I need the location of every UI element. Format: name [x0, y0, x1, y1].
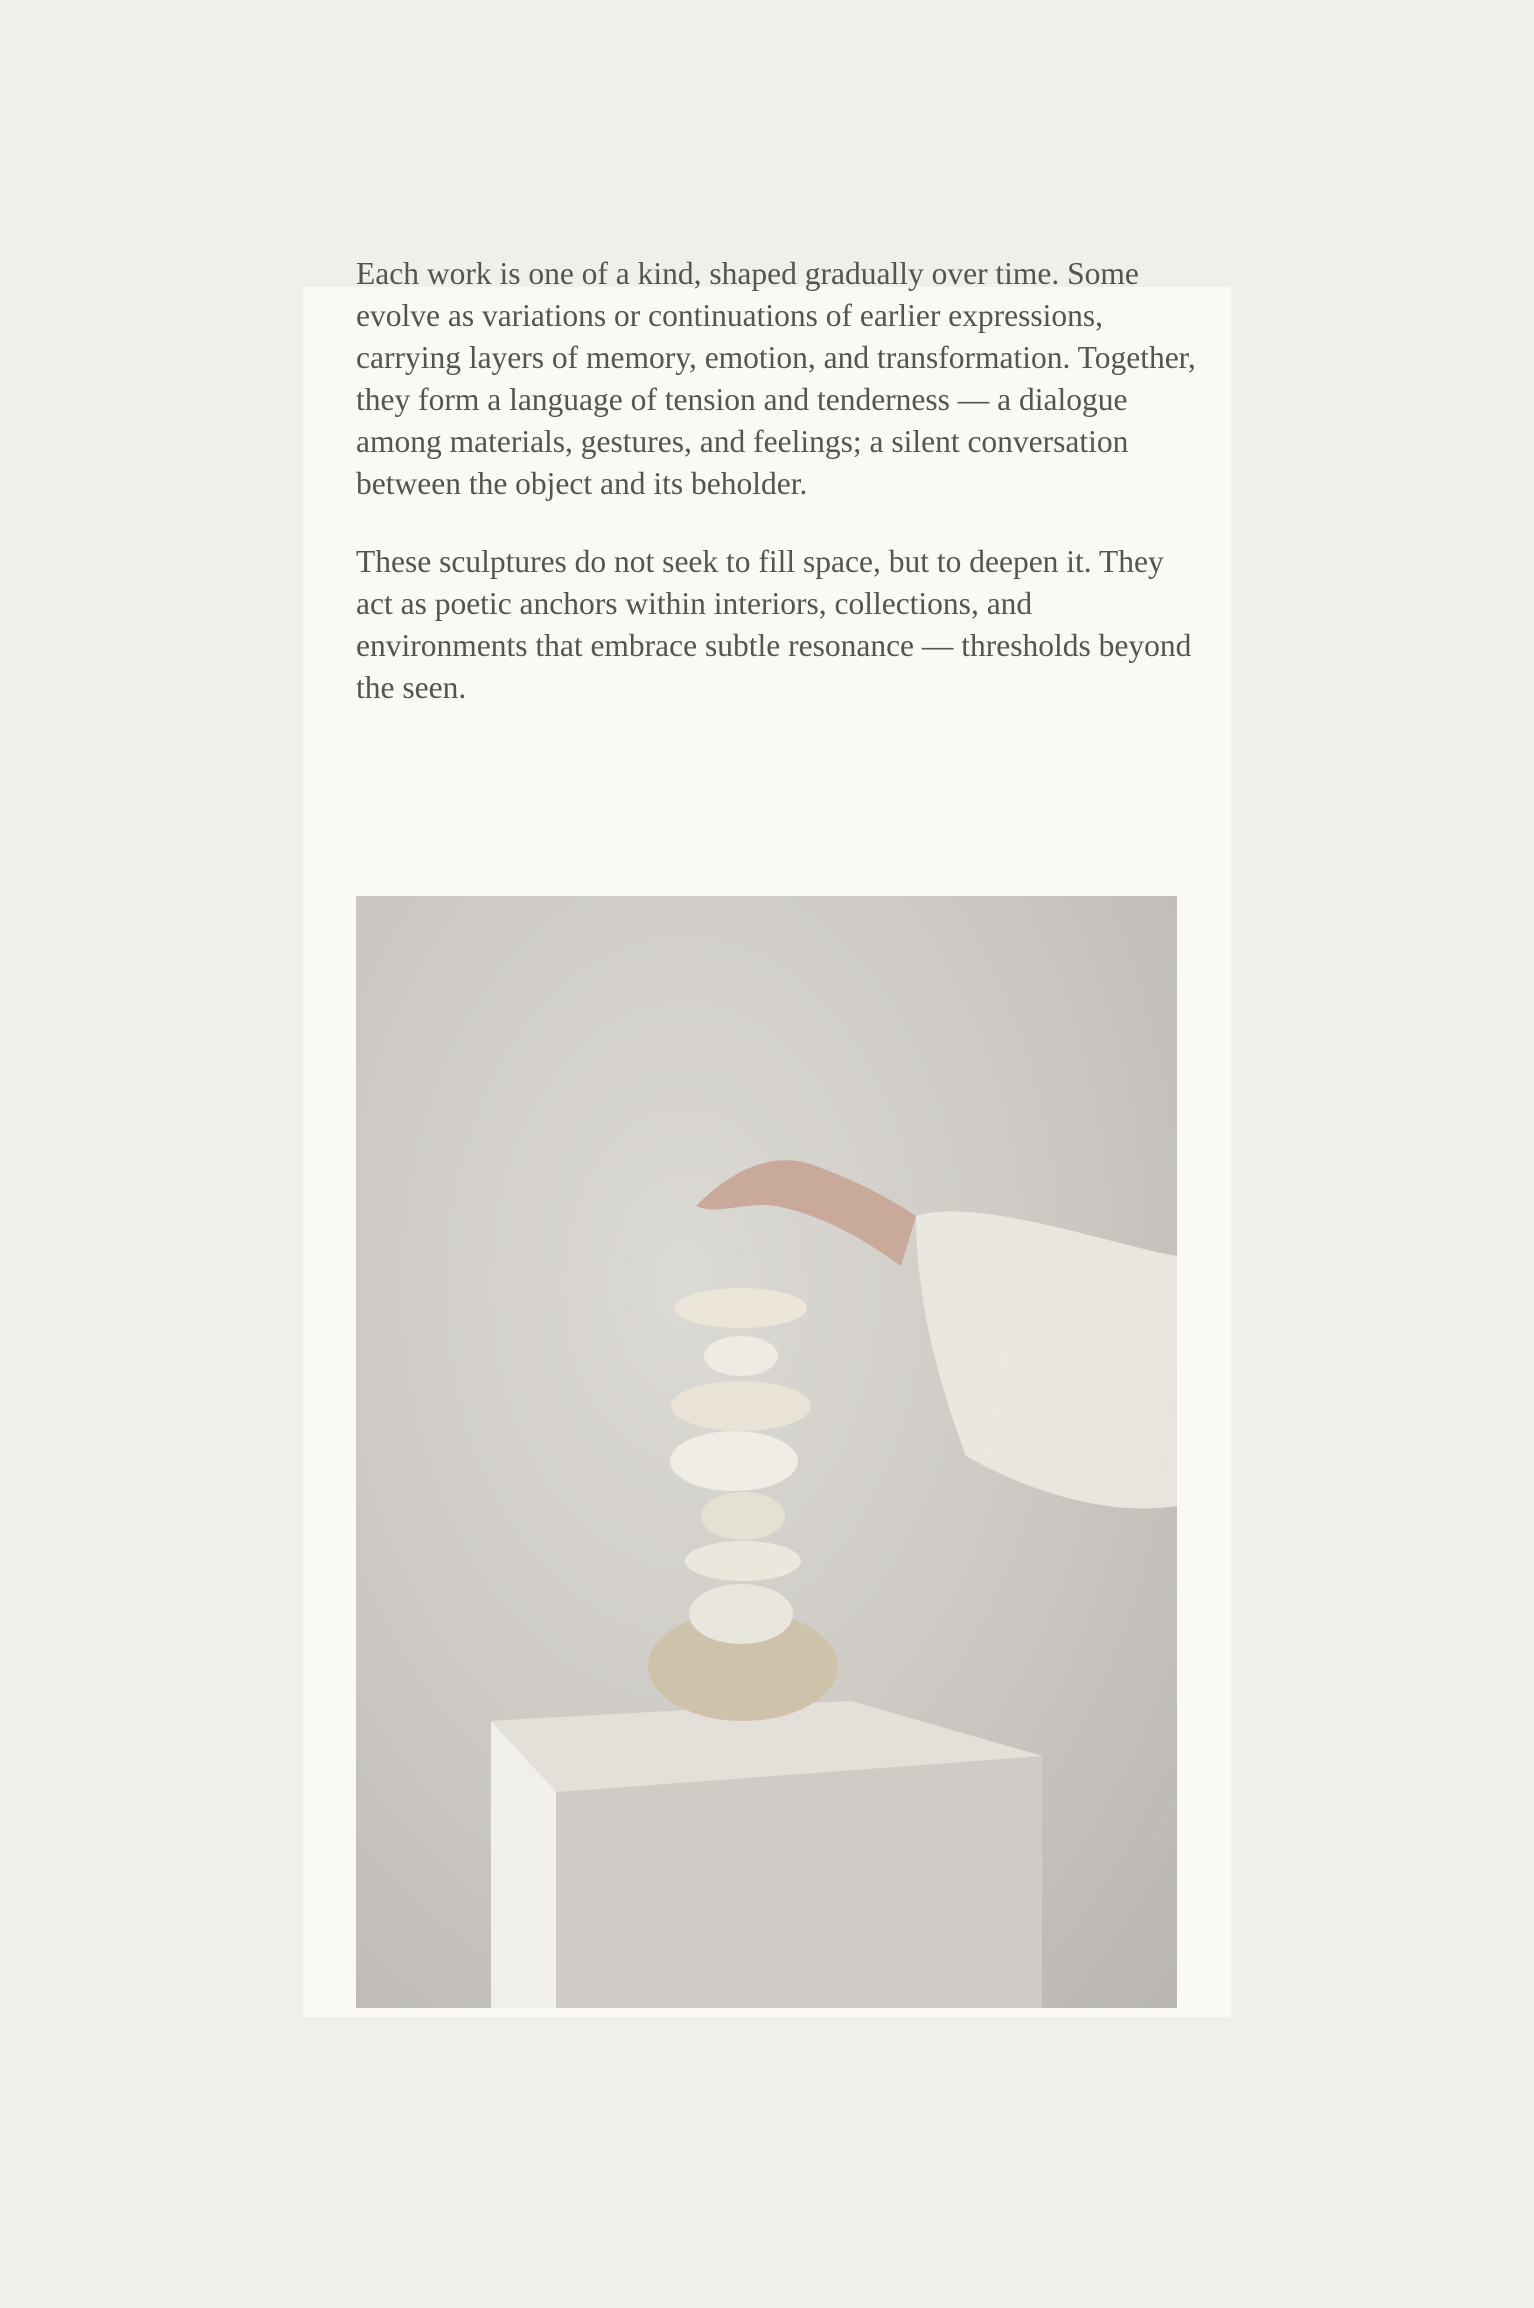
- paragraph: Each work is one of a kind, shaped gradually over time. Some evolve as variations or continuations of earlier expressions, carrying layers of memory, emotion, and transformation. Together, they form a language of tension and tenderness — a dialogue among materials, gestures, and feelings; a silent conversation between the object and its beholder.: [356, 256, 1196, 501]
- sculpture-photo: [356, 896, 1177, 2008]
- article-text: [356, 253, 1196, 745]
- paragraph: These sculptures do not seek to fill space, but to deepen it. They act as poetic anchors within interiors, collections, and environments that embrace subtle resonance — thresholds beyond the seen.: [356, 544, 1192, 705]
